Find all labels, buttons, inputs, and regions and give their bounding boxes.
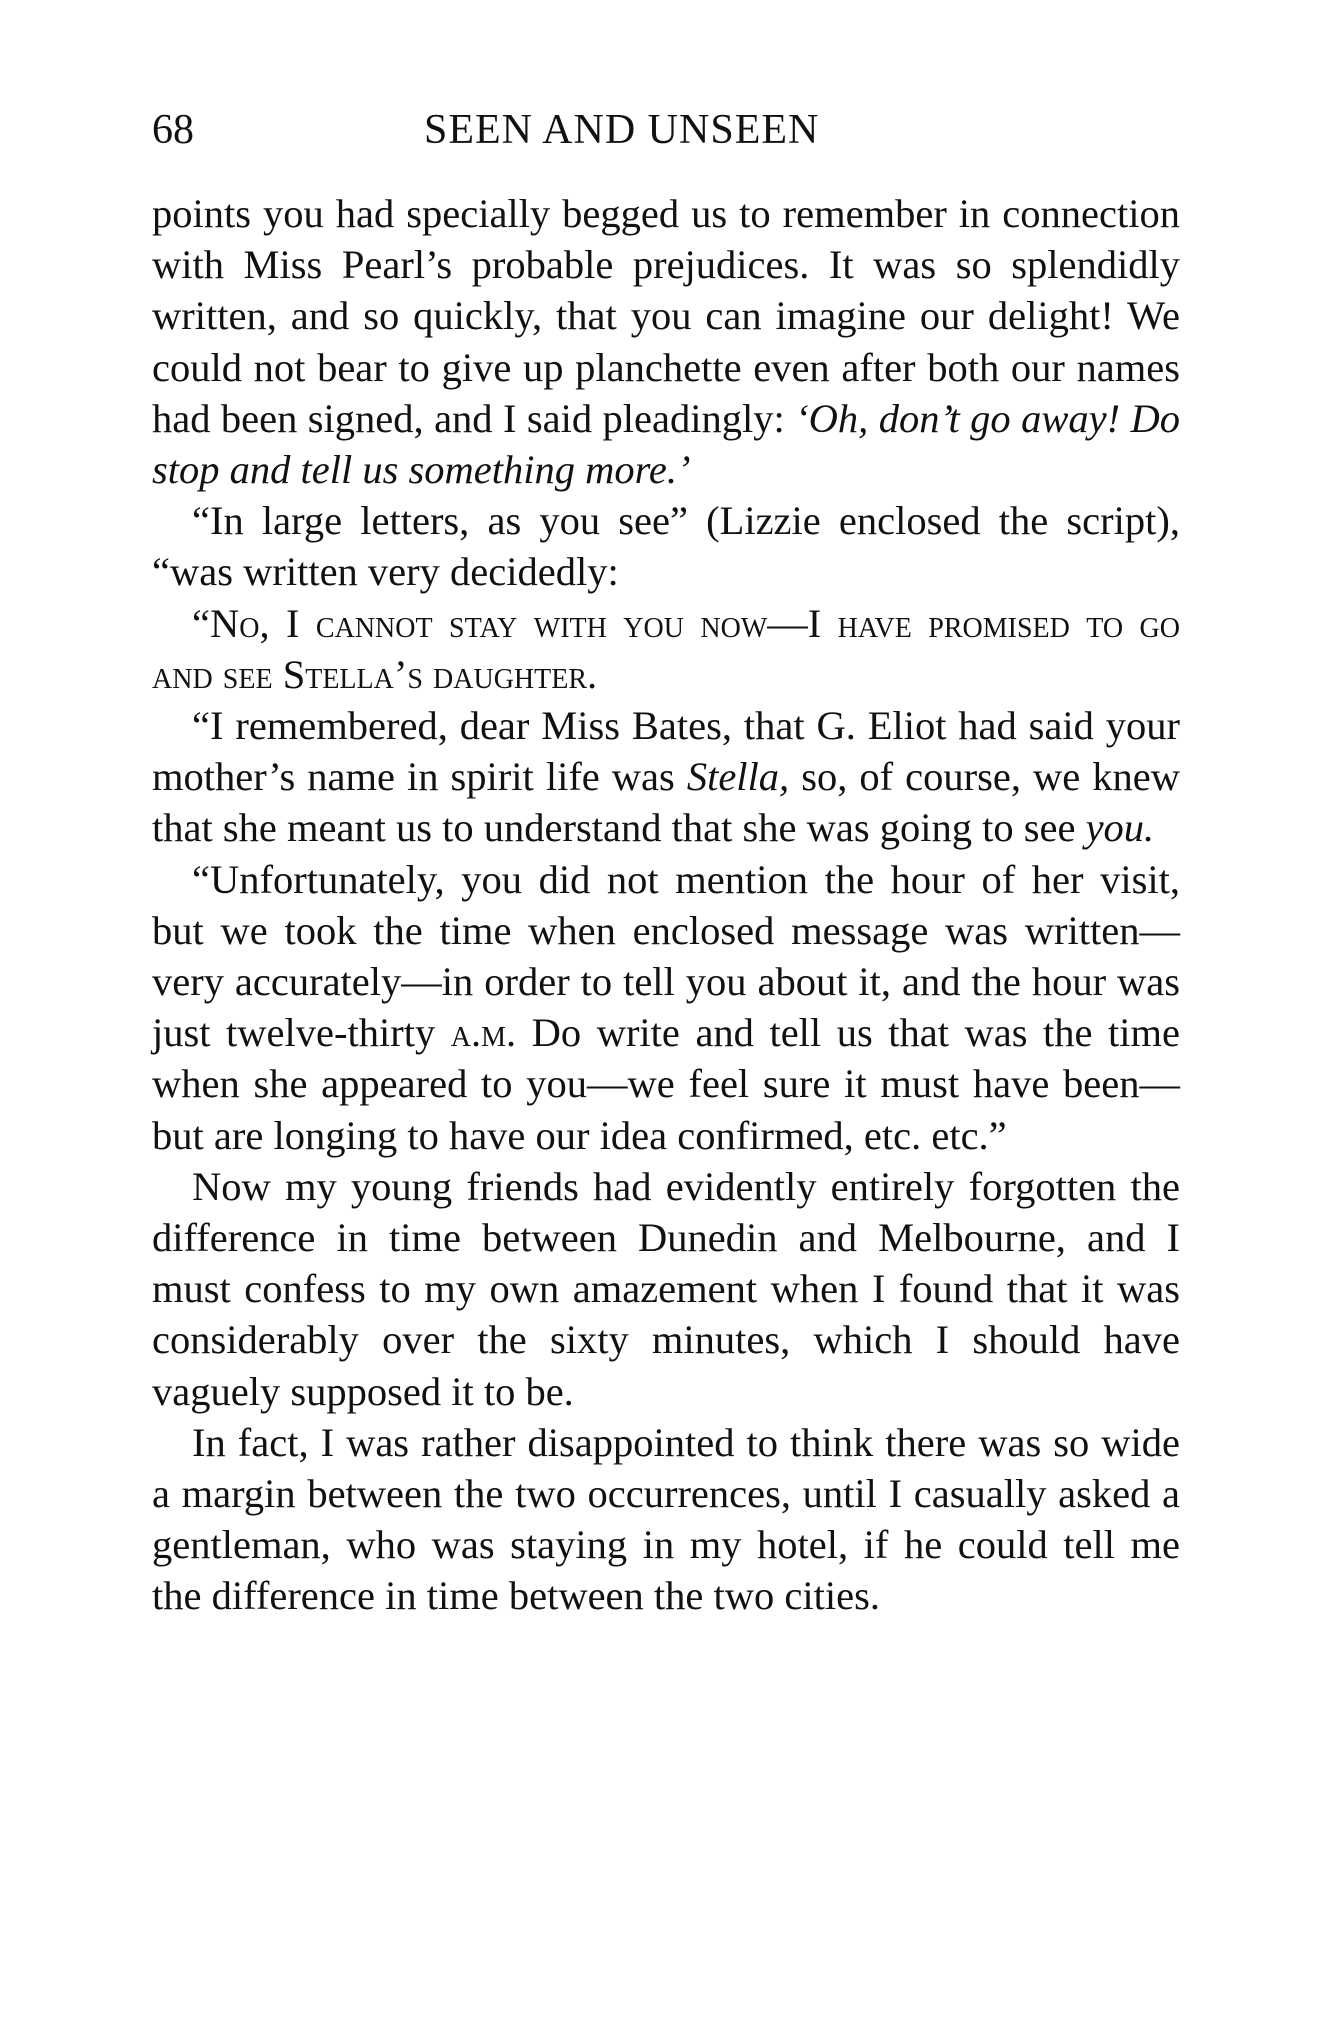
paragraph-4-text-a: “I remembered, dear Miss Bates, that G. Eliot had said your mother’s name in spirit life was [152, 703, 1180, 800]
paragraph-5-text-b: Do write and tell us that was the time when she appeared to you—we feel sure it must have been—but are longing to have our idea confirmed, etc. etc.” [152, 1010, 1181, 1158]
paragraph-4-italic-you: you. [1085, 805, 1155, 851]
paragraph-5-am: a.m. [450, 1010, 517, 1056]
page-header [152, 100, 1180, 160]
page-number: 68 [152, 107, 194, 153]
running-title: SEEN AND UNSEEN [424, 107, 820, 153]
book-page [152, 100, 1180, 1622]
paragraph-1-italic: ‘Oh, don’t go away! Do stop and tell us something more.’ [152, 395, 1180, 493]
paragraph-1 [152, 188, 1180, 495]
paragraph-1-text: points you had specially begged us to remember in connection with Miss Pearl’s probable prejudices. It was so splendidly written, and so quickly, that you can imagine our delight! We could not bear to give up planchette even after both our names had been signed, and I said pleadingly: [152, 191, 1180, 441]
paragraph-7: In fact, I was rather disappointed to think there was so wide a margin between the two occurrences, until I casually asked a gentleman, who was staying in my hotel, if he could tell me the difference in time between the two cities. [152, 1419, 1180, 1619]
body-text [152, 188, 1180, 1622]
paragraph-4-italic-stella: Stella, [686, 754, 790, 800]
paragraph-3-small-caps: “No, I cannot stay with you now—I have promised to go and see Stella’s daughter. [152, 600, 1180, 697]
paragraph-2: “In large letters, as you see” (Lizzie enclosed the script), “was written very decidedly: [152, 498, 1180, 595]
paragraph-4-text-b: so, of course, we knew that she meant us to understand that she was going to see [152, 754, 1180, 851]
paragraph-5 [152, 854, 1180, 1161]
paragraph-6: Now my young friends had evidently entirely forgotten the difference in time between Dunedin and Melbourne, and I must confess to my own amazement when I found that it was considerably over the sixty minutes, which I should have vaguely supposed it to be. [152, 1163, 1180, 1414]
paragraph-5-text-a: “Unfortunately, you did not mention the hour of her visit, but we took the time when enclosed message was written—very accurately—in order to tell you about it, and the hour was just twelve-thirty [152, 856, 1180, 1056]
paragraph-4 [152, 700, 1180, 854]
